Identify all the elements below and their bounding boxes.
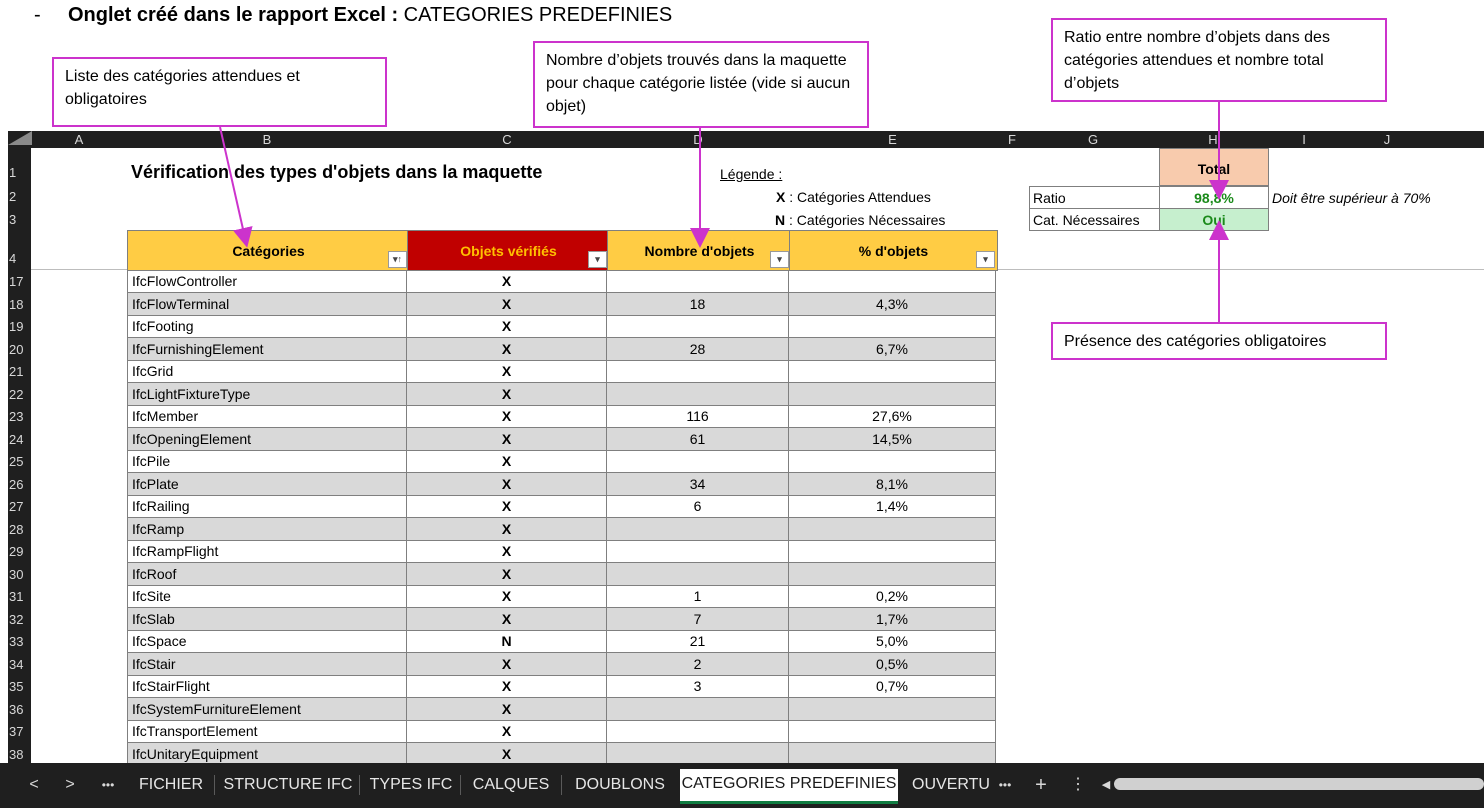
- row-number[interactable]: 29: [9, 544, 24, 559]
- category-cell[interactable]: IfcPile: [127, 450, 407, 473]
- category-cell[interactable]: IfcFlowController: [127, 270, 407, 293]
- tab-separator: [460, 775, 461, 795]
- row-number[interactable]: 37: [9, 724, 24, 739]
- verified-cell[interactable]: X: [407, 743, 607, 766]
- category-cell[interactable]: IfcSite: [127, 585, 407, 608]
- callout-presence: Présence des catégories obligatoires: [1051, 322, 1387, 360]
- category-cell[interactable]: IfcRoof: [127, 563, 407, 586]
- verified-cell[interactable]: X: [407, 293, 607, 316]
- percent-cell[interactable]: 8,1%: [789, 473, 996, 496]
- sheet-title: Vérification des types d'objets dans la maquette: [131, 162, 543, 182]
- category-cell[interactable]: IfcSlab: [127, 608, 407, 631]
- column-header-d[interactable]: D: [693, 132, 703, 147]
- callout-ratio: Ratio entre nombre d’objets dans des catégories attendues et nombre total d’objets: [1051, 18, 1387, 102]
- sort-filter-icon[interactable]: ▾↑: [388, 251, 407, 268]
- sheet-options-icon[interactable]: ⋮: [1070, 776, 1086, 793]
- column-header-a[interactable]: A: [74, 132, 84, 147]
- count-cell[interactable]: 21: [607, 630, 789, 653]
- tab-separator: [359, 775, 360, 795]
- verified-cell[interactable]: X: [407, 428, 607, 451]
- percent-cell[interactable]: 4,3%: [789, 293, 996, 316]
- table-header-label: Catégories: [232, 243, 305, 259]
- percent-cell[interactable]: 14,5%: [789, 428, 996, 451]
- row-number[interactable]: 1: [9, 165, 17, 180]
- category-cell[interactable]: IfcPlate: [127, 473, 407, 496]
- row-number[interactable]: 2: [9, 189, 17, 204]
- row-number[interactable]: 17: [9, 274, 24, 289]
- category-cell[interactable]: IfcStair: [127, 653, 407, 676]
- column-header-f[interactable]: F: [1008, 132, 1016, 147]
- category-cell[interactable]: IfcSpace: [127, 630, 407, 653]
- row-number[interactable]: 24: [9, 431, 24, 447]
- sheet-tabs-bar: [0, 763, 1484, 808]
- tab-separator: [214, 775, 215, 795]
- verified-cell[interactable]: X: [407, 338, 607, 361]
- category-cell[interactable]: IfcRailing: [127, 495, 407, 518]
- verified-cell[interactable]: X: [407, 383, 607, 406]
- percent-cell[interactable]: 0,2%: [789, 585, 996, 608]
- verified-cell[interactable]: X: [407, 563, 607, 586]
- category-cell[interactable]: IfcRampFlight: [127, 540, 407, 563]
- column-header-g[interactable]: G: [1087, 132, 1099, 147]
- percent-cell[interactable]: 5,0%: [789, 630, 996, 653]
- verified-cell[interactable]: X: [407, 473, 607, 496]
- table-header-label: Nombre d'objets: [644, 243, 755, 259]
- category-cell[interactable]: IfcFurnishingElement: [127, 338, 407, 361]
- horizontal-scrollbar[interactable]: [1114, 778, 1484, 790]
- ratio-label-cell[interactable]: Ratio: [1029, 186, 1160, 209]
- callout-object-count: Nombre d’objets trouvés dans la maquette pour chaque catégorie listée (vide si aucun objet): [533, 41, 869, 128]
- percent-cell[interactable]: 1,7%: [789, 608, 996, 631]
- percent-cell[interactable]: 27,6%: [789, 405, 996, 428]
- tab-types-ifc[interactable]: TYPES IFC: [369, 776, 453, 793]
- row-number[interactable]: 35: [9, 679, 24, 694]
- tab-nav-prev-icon[interactable]: <: [29, 776, 39, 793]
- count-cell[interactable]: 61: [607, 428, 789, 451]
- verified-cell[interactable]: X: [407, 720, 607, 743]
- legend-key-x: X: [776, 189, 786, 205]
- tab-calques[interactable]: CALQUES: [472, 776, 550, 793]
- verified-cell[interactable]: X: [407, 360, 607, 383]
- heading-normal: CATEGORIES PREDEFINIES: [403, 4, 673, 26]
- row-number[interactable]: 27: [9, 499, 24, 514]
- filter-dropdown-icon[interactable]: ▾: [588, 251, 607, 268]
- legend-text-expected: : Catégories Attendues: [789, 189, 931, 205]
- tab-structure-ifc[interactable]: STRUCTURE IFC: [223, 776, 353, 793]
- scroll-left-icon[interactable]: ◀: [1101, 779, 1111, 791]
- row-number[interactable]: 3: [9, 212, 17, 227]
- count-cell[interactable]: 1: [607, 585, 789, 608]
- verified-cell[interactable]: X: [407, 608, 607, 631]
- row-number[interactable]: 33: [9, 634, 24, 649]
- column-header-j[interactable]: J: [1383, 132, 1391, 147]
- row-number[interactable]: 20: [9, 341, 24, 357]
- row-number[interactable]: 31: [9, 589, 24, 604]
- category-cell[interactable]: IfcStairFlight: [127, 675, 407, 698]
- verified-cell[interactable]: X: [407, 315, 607, 338]
- necessary-label-cell[interactable]: Cat. Nécessaires: [1029, 208, 1160, 231]
- category-cell[interactable]: IfcGrid: [127, 360, 407, 383]
- percent-cell[interactable]: 1,4%: [789, 495, 996, 518]
- verified-cell[interactable]: X: [407, 270, 607, 293]
- verified-cell[interactable]: X: [407, 698, 607, 721]
- column-header-b[interactable]: B: [262, 132, 272, 147]
- necessary-value-cell[interactable]: Oui: [1159, 208, 1269, 231]
- row-number[interactable]: 34: [9, 656, 24, 672]
- category-cell[interactable]: IfcMember: [127, 405, 407, 428]
- tab-ouvertures[interactable]: OUVERTU: [912, 776, 990, 793]
- count-cell[interactable]: 3: [607, 675, 789, 698]
- filter-dropdown-icon[interactable]: ▾: [770, 251, 789, 268]
- percent-cell[interactable]: 6,7%: [789, 338, 996, 361]
- legend-text-necessary: : Catégories Nécessaires: [789, 212, 946, 228]
- verified-cell[interactable]: X: [407, 518, 607, 541]
- total-header-cell[interactable]: Total: [1159, 148, 1269, 186]
- tab-fichier[interactable]: FICHIER: [139, 776, 203, 793]
- arrow-to-categories: [220, 127, 245, 238]
- heading-bold: Onglet créé dans le rapport Excel :: [68, 4, 399, 26]
- add-sheet-icon[interactable]: +: [1035, 774, 1047, 796]
- row-number[interactable]: 38: [9, 746, 24, 762]
- verified-cell[interactable]: N: [407, 630, 607, 653]
- category-cell[interactable]: IfcOpeningElement: [127, 428, 407, 451]
- tab-doublons[interactable]: DOUBLONS: [575, 776, 665, 793]
- count-cell[interactable]: 28: [607, 338, 789, 361]
- heading-dash: -: [34, 4, 41, 26]
- category-cell[interactable]: IfcTransportElement: [127, 720, 407, 743]
- count-cell[interactable]: 18: [607, 293, 789, 316]
- verified-cell[interactable]: X: [407, 540, 607, 563]
- verified-cell[interactable]: X: [407, 653, 607, 676]
- verified-cell[interactable]: X: [407, 675, 607, 698]
- row-number[interactable]: 30: [9, 566, 24, 582]
- count-cell[interactable]: 2: [607, 653, 789, 676]
- percent-cell[interactable]: 0,7%: [789, 675, 996, 698]
- category-cell[interactable]: IfcLightFixtureType: [127, 383, 407, 406]
- column-header-h[interactable]: H: [1208, 132, 1218, 147]
- category-cell[interactable]: IfcFlowTerminal: [127, 293, 407, 316]
- count-cell[interactable]: 116: [607, 405, 789, 428]
- table-header-label: Objets vérifiés: [460, 243, 557, 259]
- row-number[interactable]: 19: [9, 319, 24, 334]
- legend-title: Légende :: [720, 166, 783, 182]
- category-cell[interactable]: IfcRamp: [127, 518, 407, 541]
- percent-cell[interactable]: 0,5%: [789, 653, 996, 676]
- column-header-i[interactable]: I: [1302, 132, 1306, 147]
- row-number[interactable]: 36: [9, 701, 24, 717]
- ratio-value-cell[interactable]: 98,8%: [1159, 186, 1269, 209]
- row-number[interactable]: 23: [9, 409, 24, 424]
- tab-categories-predefinies[interactable]: CATEGORIES PREDEFINIES: [680, 769, 898, 804]
- tab-separator: [561, 775, 562, 795]
- ratio-note: Doit être supérieur à 70%: [1272, 190, 1431, 206]
- row-number[interactable]: 25: [9, 454, 24, 469]
- column-header-c[interactable]: C: [502, 132, 512, 147]
- tab-more-right-icon[interactable]: •••: [998, 778, 1012, 792]
- filter-dropdown-icon[interactable]: ▾: [976, 251, 995, 268]
- row-number[interactable]: 28: [9, 521, 24, 537]
- callout-expected-categories: Liste des catégories attendues et obligatoires: [52, 57, 387, 127]
- verified-cell[interactable]: X: [407, 495, 607, 518]
- category-cell[interactable]: IfcUnitaryEquipment: [127, 743, 407, 766]
- row-number[interactable]: 18: [9, 296, 24, 312]
- count-cell[interactable]: 7: [607, 608, 789, 631]
- tab-nav-next-icon[interactable]: >: [65, 776, 75, 793]
- table-header-label: % d'objets: [858, 243, 929, 259]
- legend-key-n: N: [775, 212, 786, 228]
- category-cell[interactable]: IfcSystemFurnitureElement: [127, 698, 407, 721]
- verified-cell[interactable]: X: [407, 585, 607, 608]
- column-header-e[interactable]: E: [888, 132, 897, 147]
- tab-more-left-icon[interactable]: •••: [101, 778, 115, 792]
- row-number[interactable]: 32: [9, 611, 24, 627]
- count-cell[interactable]: 34: [607, 473, 789, 496]
- row-number[interactable]: 26: [9, 476, 24, 492]
- row-number[interactable]: 22: [9, 386, 24, 402]
- row-number[interactable]: 21: [9, 364, 24, 379]
- category-cell[interactable]: IfcFooting: [127, 315, 407, 338]
- count-cell[interactable]: 6: [607, 495, 789, 518]
- verified-cell[interactable]: X: [407, 450, 607, 473]
- verified-cell[interactable]: X: [407, 405, 607, 428]
- row-number[interactable]: 4: [9, 251, 17, 266]
